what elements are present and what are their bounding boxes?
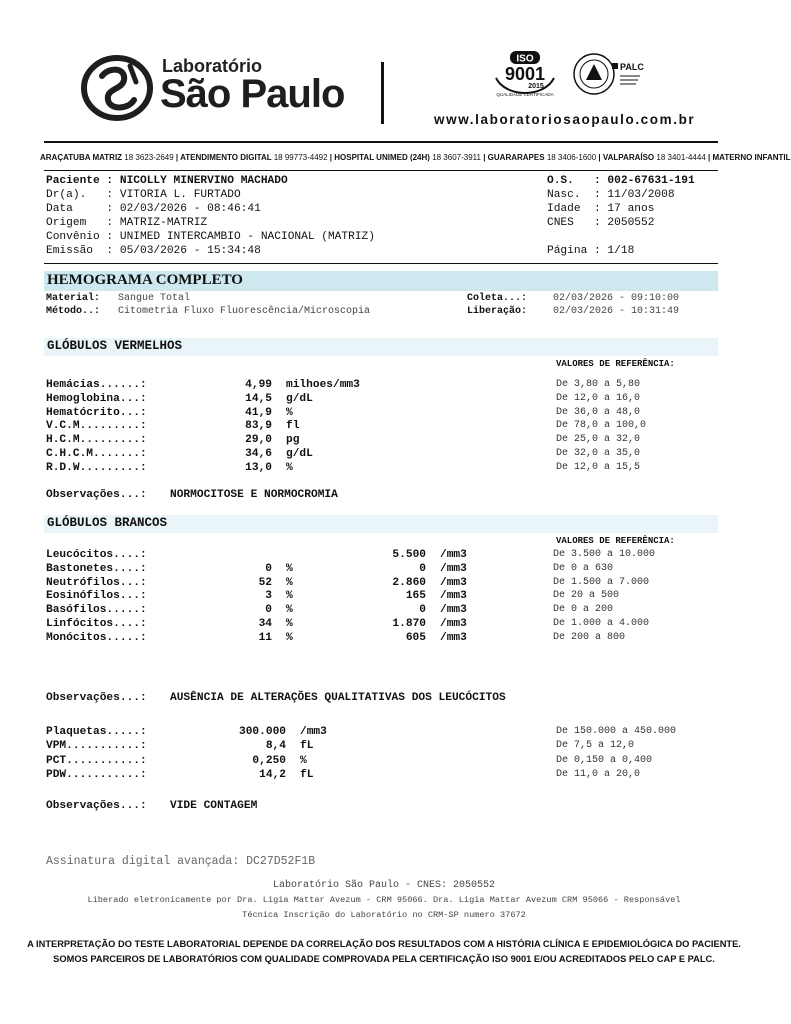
result-value: 165 <box>405 590 426 603</box>
result-name: Hemácias......: <box>46 379 147 391</box>
result-unit: /mm3 <box>440 549 467 561</box>
result-value: 41,9 <box>245 406 272 419</box>
patient-age: Idade : 17 anos <box>547 203 655 215</box>
footer-notice-2: SOMOS PARCEIROS DE LABORATÓRIOS COM QUALIDADE COMPROVADA PELA CERTIFICAÇÃO ISO 9001 E/OU ACREDITADOS PELO CAP E PALC. <box>53 954 715 964</box>
reference-range: De 0 a 200 <box>553 604 614 616</box>
result-percent: 3 <box>265 590 272 603</box>
unit-phone: 18 3401-4444 <box>656 153 706 162</box>
result-value: 83,9 <box>245 420 272 433</box>
birth-date: Nasc. : 11/03/2008 <box>547 189 675 201</box>
result-percent-unit: % <box>286 618 293 630</box>
page-number: Página : 1/18 <box>547 245 635 257</box>
lab-logo-mark <box>80 52 154 124</box>
result-percent-unit: % <box>286 590 293 603</box>
material-label: Material: <box>46 293 101 304</box>
digital-signature: Assinatura digital avançada: DC27D52F1B <box>46 855 316 868</box>
result-percent: 52 <box>258 576 272 589</box>
result-name: Eosinófilos...: <box>46 590 147 603</box>
result-value: 29,0 <box>245 434 272 447</box>
result-name: H.C.M.........: <box>46 434 147 447</box>
reference-range: De 11,0 a 20,0 <box>556 769 641 781</box>
iso-number: 9001 <box>504 64 546 84</box>
collection-label: Coleta...: <box>467 293 528 304</box>
result-value: 0,250 <box>252 754 286 767</box>
result-name: R.D.W.........: <box>46 461 147 474</box>
result-percent-unit: % <box>286 562 293 575</box>
result-percent: 0 <box>265 604 272 617</box>
release-label: Liberação: <box>467 306 528 317</box>
result-unit: /mm3 <box>440 576 467 589</box>
result-unit: milhoes/mm3 <box>286 379 360 391</box>
unit-name: HOSPITAL UNIMED (24H) <box>334 153 430 162</box>
unit-name: ATENDIMENTO DIGITAL <box>180 153 272 162</box>
header-divider <box>381 62 384 124</box>
collection-value: 02/03/2026 - 09:10:00 <box>553 293 680 304</box>
result-percent-unit: % <box>286 576 293 589</box>
unit-phone: 18 3406-1600 <box>546 153 597 162</box>
unit-phone: 18 99773-4492 <box>273 153 328 162</box>
result-name: Neutrófilos...: <box>46 576 147 589</box>
red-ref-header: VALORES DE REFERÊNCIA: <box>556 359 675 369</box>
header-rule <box>44 141 718 143</box>
release-value: 02/03/2026 - 10:31:49 <box>553 306 680 317</box>
logo-name: São Paulo <box>160 72 345 116</box>
result-percent: 0 <box>265 562 272 575</box>
iso-label: ISO <box>516 53 534 65</box>
reference-range: De 36,0 a 48,0 <box>556 406 641 418</box>
result-name: Leucócitos....: <box>46 549 147 561</box>
iso-9001-seal <box>492 48 558 98</box>
reference-range: De 0 a 630 <box>553 562 614 574</box>
result-value: 34,6 <box>245 448 272 460</box>
result-unit: /mm3 <box>440 562 467 575</box>
reference-range: De 25,0 a 32,0 <box>556 434 641 446</box>
result-unit: pg <box>286 434 300 447</box>
unit-phone: 18 3607-3911 <box>432 153 481 162</box>
result-value: 13,0 <box>245 461 272 474</box>
reference-range: De 20 a 500 <box>553 590 620 602</box>
white-section-title: GLÓBULOS BRANCOS <box>47 516 168 530</box>
reference-range: De 0,150 a 0,400 <box>556 754 653 766</box>
result-name: Linfócitos....: <box>46 618 147 630</box>
palc-seal <box>572 46 642 102</box>
unit-name: GUARARAPES <box>487 153 545 162</box>
units-rule <box>44 170 718 171</box>
result-unit: % <box>286 461 293 474</box>
result-unit: % <box>300 754 307 767</box>
result-value: 605 <box>405 631 426 644</box>
reference-range: De 3,80 a 5,80 <box>556 379 641 390</box>
result-value: 0 <box>419 562 426 575</box>
result-unit: /mm3 <box>440 631 467 644</box>
reference-range: De 12,0 a 16,0 <box>556 392 641 404</box>
order-number: O.S. : 002-67631-191 <box>547 175 695 187</box>
logo-word: Laboratório <box>162 56 263 76</box>
result-name: V.C.M.........: <box>46 420 147 433</box>
red-obs-value: NORMOCITOSE E NORMOCROMIA <box>170 489 338 501</box>
result-unit: g/dL <box>286 392 313 405</box>
result-name: Hematócrito...: <box>46 406 147 419</box>
result-value: 300.000 <box>239 726 286 738</box>
result-name: PCT...........: <box>46 754 147 767</box>
reference-range: De 3.500 a 10.000 <box>553 549 656 560</box>
patient-origin: Origem : MATRIZ-MATRIZ <box>46 217 208 229</box>
red-section-title: GLÓBULOS VERMELHOS <box>47 339 183 353</box>
footer-lab-line: Laboratório São Paulo - CNES: 2050552 <box>272 880 496 891</box>
unit-name: ARAÇATUBA MATRIZ <box>40 153 123 162</box>
reference-range: De 1.500 a 7.000 <box>553 576 650 588</box>
result-unit: /mm3 <box>440 604 467 617</box>
white-obs-label: Observações...: <box>46 692 147 704</box>
result-unit: fL <box>300 769 314 782</box>
patient-rule <box>44 263 718 264</box>
unit-phone: 18 3623-2649 <box>124 153 174 162</box>
reference-range: De 12,0 a 15,5 <box>556 461 641 473</box>
unit-name: MATERNO INFANTIL <box>712 153 791 162</box>
result-unit: /mm3 <box>440 590 467 603</box>
result-value: 5.500 <box>392 549 426 561</box>
red-obs-label: Observações...: <box>46 489 147 501</box>
platelet-obs-value: VIDE CONTAGEM <box>170 800 258 812</box>
result-unit: g/dL <box>286 448 313 460</box>
reference-range: De 1.000 a 4.000 <box>553 618 650 629</box>
cnes: CNES : 2050552 <box>547 217 655 229</box>
result-value: 14,5 <box>245 392 272 405</box>
iso-year: 2015 <box>528 83 544 90</box>
material-value: Sangue Total <box>118 293 191 304</box>
result-name: Hemoglobina...: <box>46 392 147 405</box>
result-name: VPM...........: <box>46 740 147 753</box>
result-name: Bastonetes....: <box>46 562 147 575</box>
result-name: PDW...........: <box>46 769 147 782</box>
footer-release-2: Técnica Inscrição do Laboratório no CRM-SP numero 37672 <box>242 910 526 920</box>
footer-notice-1: A INTERPRETAÇÃO DO TESTE LABORATORIAL DEPENDE DA CORRELAÇÃO DOS RESULTADOS COM A HISTÓRIA CLÍNICA E EPIDEMIOLÓGICA DO PACIENTE. <box>27 939 741 949</box>
result-unit: fl <box>286 420 300 433</box>
result-unit: fL <box>300 740 314 753</box>
reference-range: De 200 a 800 <box>553 631 626 643</box>
unit-name: VALPARAÍSO <box>602 153 655 162</box>
result-percent-unit: % <box>286 631 293 644</box>
result-name: Monócitos.....: <box>46 631 147 644</box>
result-percent-unit: % <box>286 604 293 617</box>
platelet-obs-label: Observações...: <box>46 800 147 812</box>
palc-label: PALC <box>620 62 644 72</box>
result-value: 4,99 <box>245 379 272 391</box>
reference-range: De 32,0 a 35,0 <box>556 448 641 459</box>
result-value: 0 <box>419 604 426 617</box>
result-name: Plaquetas.....: <box>46 726 147 738</box>
result-value: 1.870 <box>392 618 426 630</box>
footer-release-1: Liberado eletronicamente por Dra. Ligia Mattar Avezum - CRM 95066. Dra. Ligia Mattar Avezum CRM 95066 - Responsável <box>87 895 681 905</box>
method-value: Citometria Fluxo Fluorescência/Microscopia <box>118 306 371 317</box>
result-unit: % <box>286 406 293 419</box>
white-ref-header: VALORES DE REFERÊNCIA: <box>556 536 675 546</box>
reference-range: De 150.000 a 450.000 <box>556 726 677 737</box>
result-value: 2.860 <box>392 576 426 589</box>
result-name: Basófilos.....: <box>46 604 147 617</box>
result-percent: 34 <box>258 618 272 630</box>
result-value: 14,2 <box>259 769 286 782</box>
patient-name: Paciente : NICOLLY MINERVINO MACHADO <box>46 175 288 187</box>
result-value: 8,4 <box>265 740 286 753</box>
result-unit: /mm3 <box>440 618 467 630</box>
patient-insurance: Convênio : UNIMED INTERCAMBIO - NACIONAL (MATRIZ) <box>46 231 375 243</box>
white-obs-value: AUSÊNCIA DE ALTERAÇÕES QUALITATIVAS DOS LEUCÓCITOS <box>170 692 506 704</box>
patient-date: Data : 02/03/2026 - 08:46:41 <box>46 203 261 215</box>
patient-doctor: Dr(a). : VITORIA L. FURTADO <box>46 189 241 201</box>
reference-range: De 7,5 a 12,0 <box>556 740 635 752</box>
result-unit: /mm3 <box>300 726 327 738</box>
units-bar: ARAÇATUBA MATRIZ 18 3623-2649 | ATENDIMENTO DIGITAL 18 99773-4492 | HOSPITAL UNIMED (24H) 18 3607-3911 | GUARARAPES 18 3406-1600 | VALPARAÍSO 18 3401-4444 | MATERNO INFANTIL <box>40 153 791 162</box>
result-percent: 11 <box>258 631 272 644</box>
website-url[interactable]: www.laboratoriosaopaulo.com.br <box>434 112 696 127</box>
exam-title: HEMOGRAMA COMPLETO <box>47 272 243 288</box>
reference-range: De 78,0 a 100,0 <box>556 420 647 432</box>
result-name: C.H.C.M.......: <box>46 448 147 460</box>
patient-emission: Emissão : 05/03/2026 - 15:34:48 <box>46 245 261 257</box>
iso-caption: QUALIDADE CERTIFICADA <box>496 92 554 97</box>
method-label: Método..: <box>46 306 101 317</box>
